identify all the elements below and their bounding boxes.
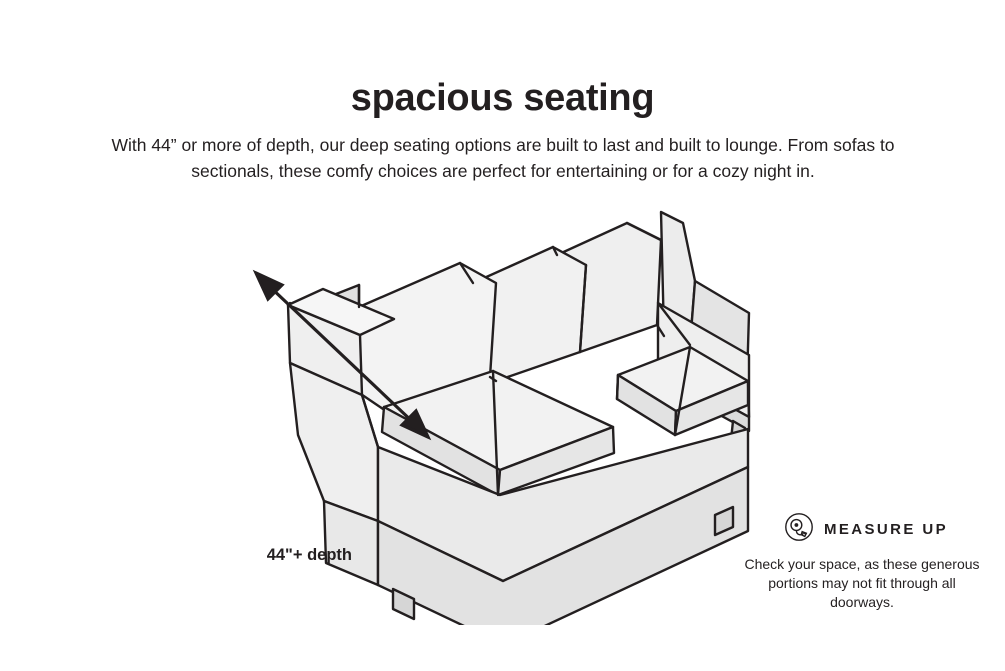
depth-label: 44"+ depth bbox=[266, 546, 352, 564]
page-subcopy: With 44” or more of depth, our deep seating options are built to last and built to lounge. From sofas to sectionals, these comfy choices are perfect for entertaining or for a cozy night in. bbox=[111, 134, 895, 181]
measure-up-note: Check your space, as these generous portions may not fit through all doorways. bbox=[744, 556, 980, 610]
measure-up-title: MEASURE UP bbox=[824, 521, 949, 538]
measure-up-block bbox=[742, 512, 982, 612]
measuring-tape-icon bbox=[784, 512, 814, 547]
page-title: spacious seating bbox=[350, 77, 655, 120]
